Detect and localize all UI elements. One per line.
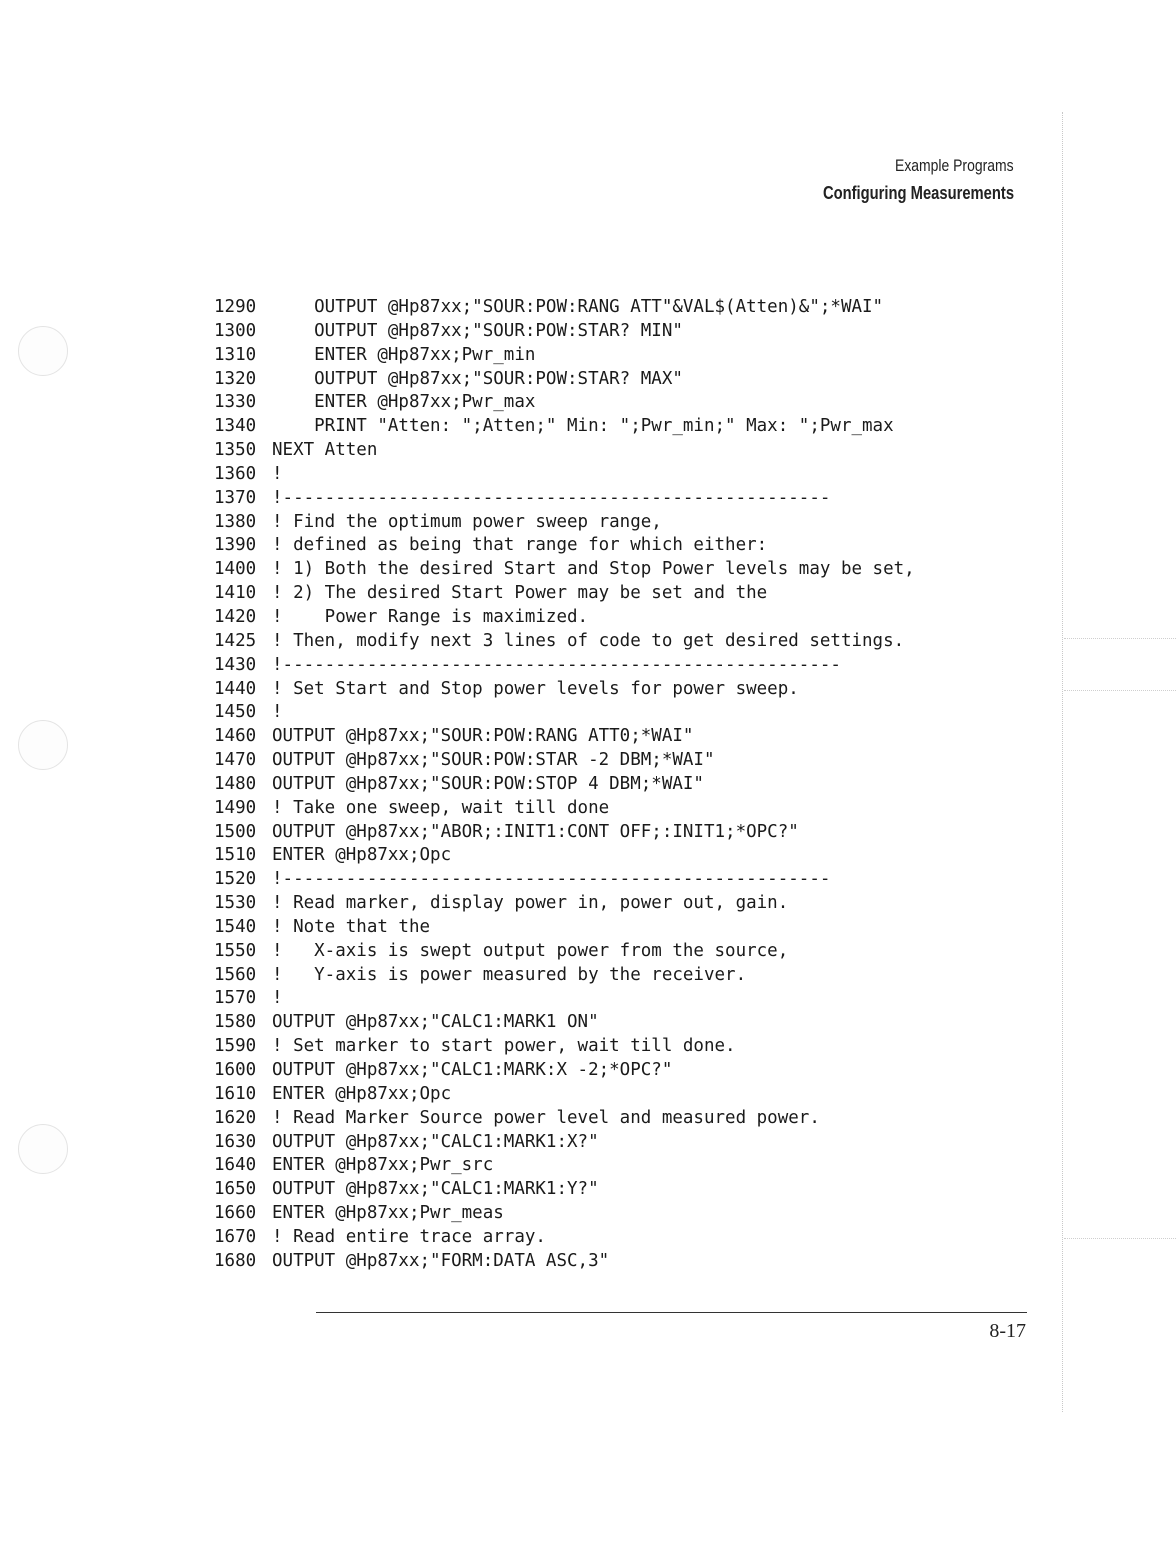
code-text: PRINT "Atten: ";Atten;" Min: ";Pwr_min;" Max: ";Pwr_max [272,416,894,437]
code-text: ! Power Range is maximized. [272,606,589,627]
page-number: 8-17 [989,1320,1026,1342]
code-line [214,1011,915,1035]
code-line [214,487,915,511]
code-text: ! Read entire trace array. [272,1226,546,1247]
line-number: 1640 [214,1155,257,1176]
line-number: 1580 [214,1012,257,1033]
code-text: ENTER @Hp87xx;Pwr_min [272,344,536,365]
code-text: ENTER @Hp87xx;Pwr_max [272,392,536,413]
code-line [214,940,915,964]
code-line [214,1202,915,1226]
code-line [214,725,915,749]
code-line [214,987,915,1011]
code-line [214,463,915,487]
line-number: 1510 [214,845,257,866]
code-text: !---------------------------------------------------- [272,869,831,890]
code-text: ! Y-axis is power measured by the receiver. [272,964,747,985]
footer-rule [316,1312,1027,1313]
code-text: ! Then, modify next 3 lines of code to get desired settings. [272,630,905,651]
code-line [214,654,915,678]
line-number: 1350 [214,440,257,461]
line-number: 1660 [214,1203,257,1224]
code-line [214,344,915,368]
code-text: OUTPUT @Hp87xx;"ABOR;:INIT1:CONT OFF;:INIT1;*OPC?" [272,821,799,842]
code-line [214,1250,915,1274]
line-number: 1420 [214,606,257,627]
line-number: 1590 [214,1036,257,1057]
code-text: !----------------------------------------------------- [272,654,841,675]
code-line [214,1035,915,1059]
line-number: 1570 [214,988,257,1009]
line-number: 1430 [214,654,257,675]
code-line [214,511,915,535]
line-number: 1290 [214,297,257,317]
tab-divider-bottom [1064,1238,1176,1239]
line-number: 1490 [214,797,257,818]
line-number: 1330 [214,392,257,413]
line-number: 1410 [214,583,257,604]
line-number: 1600 [214,1060,257,1080]
code-line [214,606,915,630]
code-listing [214,296,915,1274]
running-header-section: Example Programs [895,156,1014,175]
code-line [214,1154,915,1178]
tab-divider-lower [1064,690,1176,691]
code-line [214,368,915,392]
line-number: 1340 [214,416,257,437]
line-number: 1450 [214,702,257,723]
code-line [214,582,915,606]
line-number: 1520 [214,869,257,890]
line-number: 1620 [214,1107,257,1128]
code-text: OUTPUT @Hp87xx;"CALC1:MARK1:Y?" [272,1179,599,1200]
line-number: 1530 [214,893,257,914]
code-text: ! Note that the [272,916,431,937]
code-line [214,749,915,773]
code-line [214,391,915,415]
line-number: 1310 [214,344,257,365]
code-text: OUTPUT @Hp87xx;"CALC1:MARK1:X?" [272,1131,599,1152]
line-number: 1540 [214,916,257,937]
line-number: 1360 [214,463,257,484]
line-number: 1480 [214,773,257,794]
code-line [214,1083,915,1107]
code-text: ! Set Start and Stop power levels for power sweep. [272,678,799,699]
code-text: OUTPUT @Hp87xx;"SOUR:POW:STOP 4 DBM;*WAI" [272,773,704,794]
code-text: ! 1) Both the desired Start and Stop Power levels may be set, [272,559,915,580]
code-text: ! [272,463,283,484]
code-line [214,439,915,463]
punch-hole-bottom [18,1124,68,1174]
running-header-title: Configuring Measurements [822,183,1014,203]
code-text: ENTER @Hp87xx;Opc [272,845,452,866]
code-text: ! [272,702,283,723]
code-text: ENTER @Hp87xx;Pwr_src [272,1155,494,1176]
code-line [214,320,915,344]
code-text: OUTPUT @Hp87xx;"CALC1:MARK:X -2;*OPC?" [272,1060,673,1080]
punch-hole-middle [18,720,68,770]
code-text: OUTPUT @Hp87xx;"SOUR:POW:STAR -2 DBM;*WAI" [272,750,715,771]
code-text: OUTPUT @Hp87xx;"SOUR:POW:RANG ATT"&VAL$(Atten)&";*WAI" [272,297,884,317]
code-text: ! Read Marker Source power level and measured power. [272,1107,820,1128]
line-number: 1610 [214,1083,257,1104]
line-number: 1460 [214,726,257,747]
code-line [214,916,915,940]
line-number: 1470 [214,750,257,771]
line-number: 1425 [214,630,257,651]
code-line [214,1059,915,1083]
line-number: 1390 [214,535,257,556]
code-line [214,534,915,558]
code-line [214,1107,915,1131]
line-number: 1320 [214,368,257,389]
line-number: 1650 [214,1179,257,1200]
line-number: 1440 [214,678,257,699]
code-line [214,678,915,702]
line-number: 1300 [214,320,257,341]
code-line [214,821,915,845]
code-line [214,558,915,582]
code-text: OUTPUT @Hp87xx;"CALC1:MARK1 ON" [272,1012,599,1033]
punch-hole-top [18,326,68,376]
code-line [214,797,915,821]
code-line [214,1131,915,1155]
code-line [214,892,915,916]
line-number: 1680 [214,1250,257,1271]
code-line [214,844,915,868]
binding-edge [1062,112,1063,1412]
code-text: ! X-axis is swept output power from the source, [272,940,789,961]
tab-divider-upper [1064,638,1176,639]
code-text: ! Find the optimum power sweep range, [272,511,662,532]
code-text: ! 2) The desired Start Power may be set and the [272,583,768,604]
line-number: 1630 [214,1131,257,1152]
code-line [214,1178,915,1202]
code-line [214,964,915,988]
code-text: OUTPUT @Hp87xx;"SOUR:POW:RANG ATT0;*WAI" [272,726,694,747]
code-text: ! Set marker to start power, wait till done. [272,1036,736,1057]
code-text: !---------------------------------------------------- [272,487,831,508]
code-text: OUTPUT @Hp87xx;"FORM:DATA ASC,3" [272,1250,610,1271]
code-text: ! defined as being that range for which either: [272,535,768,556]
code-line [214,415,915,439]
code-line [214,868,915,892]
code-text: ! [272,988,283,1009]
code-text: NEXT Atten [272,440,378,461]
code-text: OUTPUT @Hp87xx;"SOUR:POW:STAR? MAX" [272,368,683,389]
line-number: 1500 [214,821,257,842]
code-text: ! Read marker, display power in, power out, gain. [272,893,789,914]
line-number: 1400 [214,559,257,580]
line-number: 1560 [214,964,257,985]
code-line [214,630,915,654]
code-text: ! Take one sweep, wait till done [272,797,610,818]
code-line [214,773,915,797]
line-number: 1380 [214,511,257,532]
code-line [214,296,915,320]
code-text: ENTER @Hp87xx;Pwr_meas [272,1203,504,1224]
line-number: 1370 [214,487,257,508]
code-line [214,1226,915,1250]
code-line [214,701,915,725]
code-text: OUTPUT @Hp87xx;"SOUR:POW:STAR? MIN" [272,320,683,341]
line-number: 1550 [214,940,257,961]
code-text: ENTER @Hp87xx;Opc [272,1083,452,1104]
line-number: 1670 [214,1226,257,1247]
